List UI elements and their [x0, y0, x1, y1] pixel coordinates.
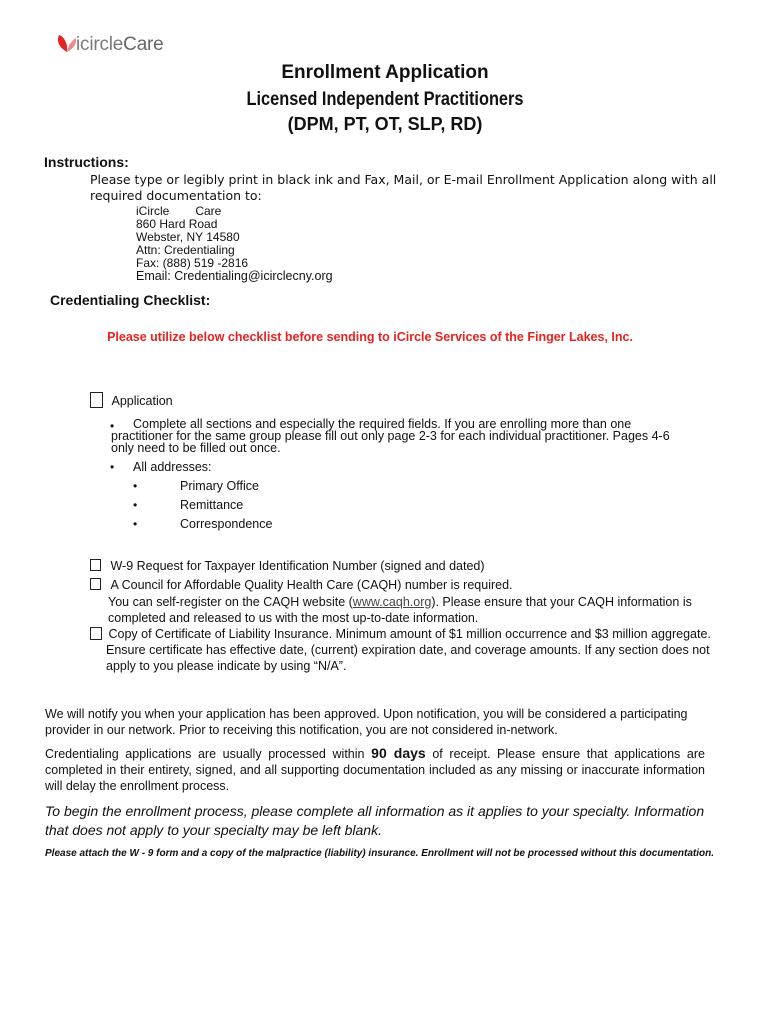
application-label: Application	[111, 394, 173, 408]
bullet-icon: •	[133, 479, 138, 493]
application-item	[90, 392, 173, 408]
caqh-line-3: completed and released to us with the most up-to-date information.	[108, 611, 479, 625]
address-fax: Fax: (888) 519 -2816	[136, 256, 249, 270]
checklist-notice: Please utilize below checklist before sending to iCircle Services of the Finger Lakes, Inc.	[107, 330, 633, 344]
application-checkbox[interactable]	[90, 392, 103, 408]
address-street: 860 Hard Road	[136, 217, 218, 231]
bullet-icon: •	[133, 498, 138, 512]
notification-paragraph: We will notify you when your application has been approved. Upon notification, you will be considered a participating provider in our network. Prior to receiving this notification, you are not considered in-network.	[45, 707, 688, 737]
document-title: Enrollment Application	[281, 62, 489, 83]
w9-checkbox[interactable]	[90, 559, 101, 571]
bullet-icon: •	[110, 460, 115, 474]
caqh-line-2	[108, 595, 692, 609]
processing-paragraph	[45, 745, 705, 794]
email-line: Email: Credentialing@icirclecny.org	[136, 269, 333, 283]
attach-documents-note: Please attach the W - 9 form and a copy of the malpractice (liability) insurance. Enrollment will not be processed without this documentation.	[45, 848, 715, 859]
processing-text-before: Credentialing applications are usually processed within	[45, 747, 365, 761]
complete-sections-line-2: practitioner for the same group please fill out only page 2-3 for each individual practitioner. Pages 4-6	[111, 429, 670, 443]
address-type-remittance: Remittance	[180, 498, 244, 512]
liability-checkbox[interactable]	[90, 627, 102, 640]
address-city: Webster, NY 14580	[136, 230, 240, 244]
logo-text-suffix: Care	[123, 34, 164, 55]
address-name-a: iCircle	[136, 204, 170, 218]
w9-label: W-9 Request for Taxpayer Identification Number (signed and dated)	[110, 559, 485, 573]
caqh-line-1: A Council for Affordable Quality Health Care (CAQH) number is required.	[110, 578, 513, 592]
liability-line-2: Ensure certificate has effective date, (current) expiration date, and coverage amounts. If any section does not	[106, 643, 710, 657]
processing-days: 90 days	[371, 745, 426, 761]
logo-text-prefix: icircle	[76, 34, 124, 55]
caqh-checkbox[interactable]	[90, 578, 101, 590]
caqh-website-link[interactable]: www.caqh.org	[352, 595, 432, 609]
liability-line-1: Copy of Certificate of Liability Insurance. Minimum amount of $1 million occurrence and $3 million aggregate.	[108, 627, 711, 641]
processing-text-after: of receipt. Please ensure that applications are completed in their entirety, signed, and all supporting documentation included as any missing or inaccurate information will delay the enrollment process.	[45, 747, 705, 793]
liability-line-3: apply to you please indicate by using “N/A”.	[106, 659, 347, 673]
w9-item	[90, 559, 485, 573]
checklist-heading: Credentialing Checklist:	[50, 292, 211, 308]
begin-enrollment-note: To begin the enrollment process, please complete all information as it applies to your specialty. Information that does not apply to your specialty may be left blank.	[45, 803, 705, 838]
address-attn: Attn: Credentialing	[136, 243, 235, 257]
specialties-line: (DPM, PT, OT, SLP, RD)	[287, 114, 483, 134]
icircle-care-logo	[54, 28, 184, 60]
address-name-b: Care	[195, 204, 222, 218]
liability-item	[90, 627, 711, 641]
mailing-address	[136, 205, 248, 270]
instructions-heading: Instructions:	[44, 154, 129, 170]
instructions-text: Please type or legibly print in black ink and Fax, Mail, or E-mail Enrollment Application along with all required documentation to:	[90, 172, 717, 203]
bullet-icon: •	[133, 517, 138, 531]
complete-sections-line-1: Complete all sections and especially the required fields. If you are enrolling more than one	[133, 417, 632, 431]
caqh-line-2-end: ). Please ensure that your CAQH information is	[431, 595, 692, 609]
caqh-line-2-start: You can self-register on the CAQH website (	[108, 595, 353, 609]
address-type-primary: Primary Office	[180, 479, 259, 493]
address-type-correspondence: Correspondence	[180, 517, 273, 531]
caqh-item	[90, 578, 513, 592]
document-subtitle: Licensed Independent Practitioners	[246, 89, 524, 110]
all-addresses-label: All addresses:	[133, 460, 212, 474]
complete-sections-line-3: only need to be filled out once.	[111, 441, 281, 455]
bullet-icon: •	[110, 419, 115, 433]
